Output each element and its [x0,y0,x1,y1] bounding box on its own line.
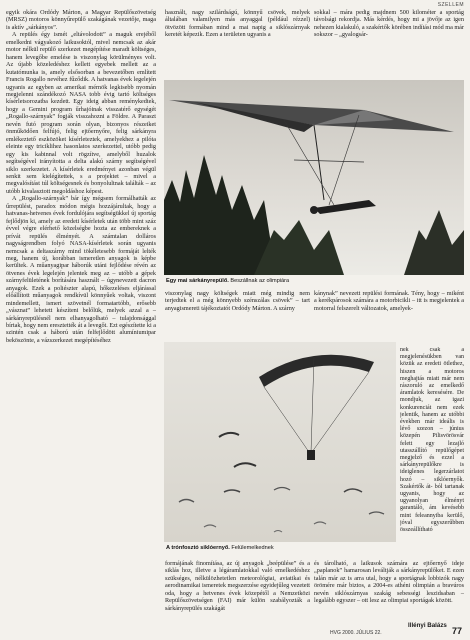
paragraph: használt, nagy szilárdságú, könnyű csövek, melyek általában valamilyen más anyaggal (például rézzel) ötvözött formában mind a mai napig a siklószárnyak keretét képezik. Ezen a területen ugyanis a [165,9,310,39]
article-column-1 [6,9,156,631]
paragraph: A repülés égy ismét „eltávolodott” a maguk erejéből emelkedni vágyakozó laikusoktól, mivel nemcsak az akár motor nélkül repülő szerkezet megépítése maradt költséges, hanem levegőbe emelése is viszonylag körülményes volt. Az újabb közeledéshez kellett egyebek mellett az a kutatómunka is, amely elsősorban a bevezetőben említett Francis Rogallo nevéhez fűződik. A hatvanas évek legelején ugyanis az egyben az amerikai mérnök legkisebb nyomán megjelenni szándékozó NASA tobb évig tartó költséges kísérletsorozatba kezdett. Egy ideig abban reménykedtek, hogy a Gemini program űrhajóinak visszatérő egységét „Rogallo-szárnyak” fogják visszahozni a Földre. A Paraszt nevén futó program során olyan, bizonyos részeiket önműködően felfújó, felig ejtőernyőre, felig sárkányra emlékeztető eszközöket kísérleteztek, amelyekhez a pilóta eleinte egy triciklihez hasonlatos szerkezettel, utóbb pedig egy kis kabinnal volt rögzítve, amelyből huzalok segítségével irányította a delta alakú szárny segítségével siklo szerkezetet. A kísérletek eredményei azonban végül senkit sem kielégítettek, s a projektet – mivel a megvalósítást túl költségesnek és bonyolultnak találták – az utóbb kivalasztott megoldáshoz képest. [6,31,156,195]
paragraph: és tárolható, a laikusok számára az ejtőernyő ideje „paplanok” hamarosan leváltják a sárkányrepülőket. E ezen talán már az is arra utal, hogy a sportágnak lobbizók nagy örömére már biztos, a 2004-es athéni olimpián a bravúros nevén siklószárnyas szakág sebességi leszidsaban – legalább egyszer – ott lesz az olimpiai sportágak között. [314,560,464,605]
caption-bold: A trónfosztó siklóernyő. [166,545,230,551]
paragraph: kánynak” nevezett repülési formának. Tény, hogy – miként a kerékpárosok számára a motorbicikli – itt is megjelentek a motorral felszerelt változatok, amelyek- [314,290,464,312]
caption-text: Beszállnak az olimpiára [230,278,290,284]
article-column-3-right [400,347,464,559]
caption-text: Felülemelkednek [231,545,274,551]
hang-glider-illustration [164,80,464,275]
article-column-2-bottom [165,560,310,630]
photo-caption-1 [166,278,464,284]
paraglider-photo [164,342,396,542]
hang-glider-photo [164,80,464,275]
paragraph: A „Rogallo-szárnyak” bár így mégsem formálhatták az űrrepülést, paradox módon mégis hozzájárultak, hogy a hatvanas-hetvenes évek fordulójára segítségükkel új sportág fejlődjön ki, amely az eredeti kísérletek után több mint száz évvel végre elérhető közelségbe hozta az embereknek a prívát repülés élményét. A számtalan dolláros nagyságrendben folyó NASA-kísérletek során ugyanis nemcsak a deltaszárny mind tökéletesebb formáját lelték meg, hanem új, korábban ismeretlen anyagok is képbe kerültek. A műanyagipar háborúk utáni fejlődése révén az ötvenes évek legelején jelentek meg az – utóbb a gépek szárnyfelületének borítására használt – úgynevezett dacron anyagok. Ezek a poliészter alapú, hőkezeléses eljárással előállított műanyagok rendkívül könnyűek voltak, viszont mindemellett, ismert szövetnél formatartóbb, erősebb „vásznat” lehetett készíteni belőlük, melyek azzal a – sárkányrepülésnél nem elhanyagolható – tulajdonsággal bírtak, hogy nem eresztették át a levegőt. Ezt egészítette ki a szintén csak a háború után felfejlődött alumíniumipar beköszönte, a vázszerkezet megépítéséhez [6,195,156,344]
photo-caption-2 [166,545,396,551]
page-number: 77 [452,626,463,636]
paragraph: nek csak a megjelenésükben van közük az eredeti ötlethez, hiszen a motoros meghajtás miatt már nem rászoruló az emelkedő áramlatok keresésére. De mondjuk, az igazi konkurenciát nem ezek jelentik, hanem az utóbbi években már ideális is lévő szezon – június közepén Pilisvörösvár felett egy lezajló utasszállító repülőgépet megjelző és ezzel a sárkányrepülőkre is ideiglenes legerzárlatot hozó – siklóernyők. Szakértők át- ból tartanak ugyanis, hogy az ugyanolyan élményt garantáló, ám kevésebb mint feleannyiba kerülő, jóval egyszerűbben összeállítható [400,347,464,534]
paragraph: formájának finomítása, az új anyagok „beépülése” és a siklás hoz, illetve a légáramlatokkal való emelkedéshez szükséges, nélkülözhetetlen meteorológiai, aviatikai és aerodinamikai ismeretek megszerzése egyidejűleg vezetett oda, hogy a hetvenes évek közepétől a Nemzetközi Repülőszövetségen (FAI) már külön szabályozták a sárkányrepülés szakágát [165,560,310,612]
author-byline: Illényi Balázs [408,622,447,629]
article-column-2-top [165,9,310,79]
article-column-2-mid [165,290,310,342]
article-column-3-top [314,9,464,79]
paragraph: egyik okára Ordódy Márton, a Magyar Repülőszövetség (MRSZ) motoros könnyűrepülő szakágának vezetője, maga is aktív „sárkányos”. [6,9,156,31]
paragraph: viszonylag nagy költségek miatt még mindig nem terjedtek el a még könnyebb szénszálas csövek” – tart anyagismereti tájékoztatót Ordódy Márton. A szárny [165,290,310,312]
article-column-3-bottom [314,560,464,622]
paraglider-illustration [164,342,396,542]
caption-bold: Egy mai sárkányrepülő. [166,278,229,284]
section-tag: SZELLEM [437,2,464,8]
article-column-3-mid [314,290,464,342]
paragraph: sokkal – mára pedig majdnem 500 kilométer a sportág távolsági rekordja. Más kérdés, hogy mi a jövője az igen nehezen kialakuló, a szakértők körében indítási mód ma már sokszor – „gyalogsár- [314,9,464,39]
issue-footer: HVG 2000. JÚLIUS 22. [330,630,382,636]
